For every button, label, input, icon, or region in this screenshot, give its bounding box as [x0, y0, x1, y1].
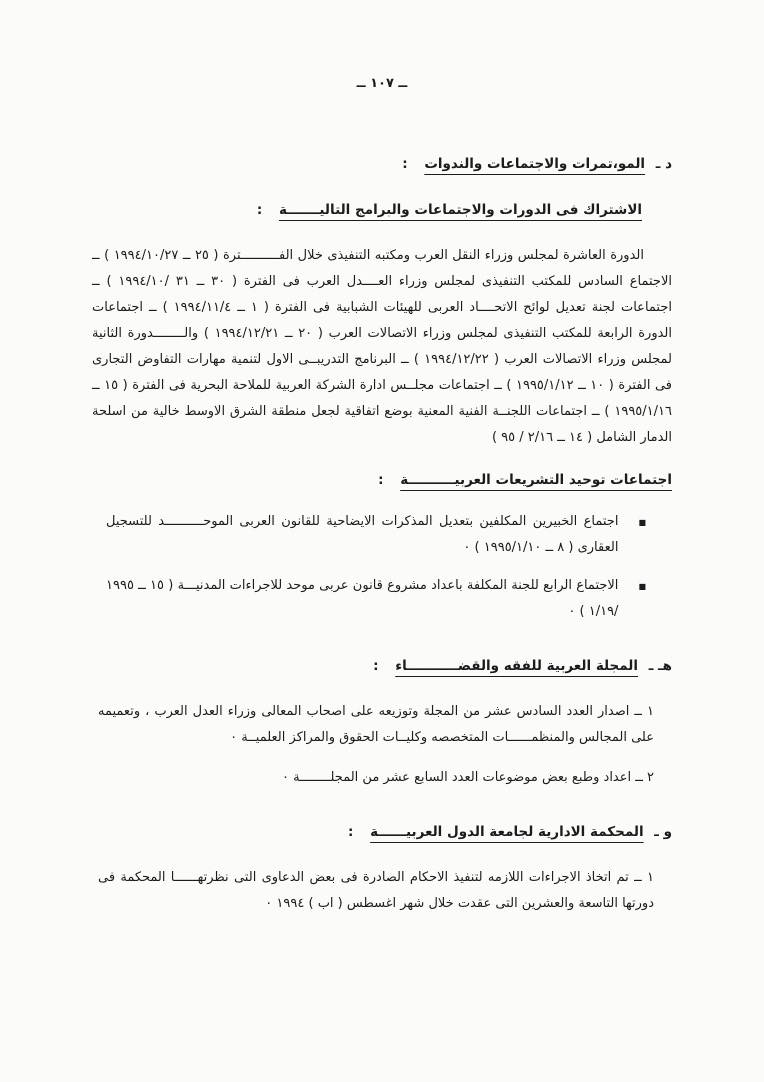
section-d-intro-colon: :	[256, 202, 263, 218]
numbered-item: ١ ــ تم اتخاذ الاجراءات اللازمه لتنفيذ الاحكام الصادرة فى بعض الدعاوى التى نظرتهــــــا المحكمة فى دورتها التاسعة والعشرين التى عقدت خلال شهر اغسطس ( اب ) ١٩٩٤ ٠	[98, 870, 654, 911]
bullet-icon: ■	[638, 582, 646, 591]
bullet-item	[92, 509, 672, 561]
section-d-subheading-colon: :	[378, 472, 384, 488]
section-w-heading	[92, 819, 672, 845]
section-d-intro-heading	[92, 197, 672, 223]
section-h-colon: :	[373, 658, 379, 674]
section-h-heading	[92, 653, 672, 679]
bullet-item-text: الاجتماع الرابع للجنة المكلفة باعداد مشروع قانون عربى موحد للاجراءات المدنيـــة ( ١٥ ــ ١٩٩٥ /١/١٩ ) ٠	[106, 578, 619, 619]
section-d-heading	[92, 151, 672, 177]
section-w-title: المحكمة الادارية لجامعة الدول العربيــــــة	[370, 824, 644, 840]
section-w-label: و ـ	[654, 824, 672, 840]
section-h-label: هـ ـ	[648, 658, 672, 674]
bullet-item	[92, 573, 672, 625]
numbered-item: ٢ ــ اعداد وطبع بعض موضوعات العدد السابع عشر من المجلــــــــة ٠	[281, 770, 654, 785]
bullet-item-text: اجتماع الخبيرين المكلفين بتعديل المذكرات الايضاحية للقانون العربى الموحــــــــــد للتسجيل العقارى ( ٨ ــ ١٩٩٥/١/١٠ ) ٠	[106, 514, 619, 555]
section-d-subheading-row	[92, 467, 672, 493]
section-w-colon: :	[348, 824, 354, 840]
section-d-label: د ـ	[655, 156, 672, 172]
section-d-title: المو،تمرات والاجتماعات والندوات	[424, 156, 646, 172]
bullet-icon: ■	[638, 518, 646, 527]
section-d-colon: :	[402, 156, 408, 172]
numbered-item: ١ ــ اصدار العدد السادس عشر من المجلة وتوزيعه على اصحاب المعالى وزراء العدل العرب ، وتعميمه على المجالس والمنظمــــــات المتخصصه وكليــات الحقوق والمراكز العلميــة ٠	[98, 704, 654, 745]
page-number: ــ ١٠٧ ــ	[356, 76, 408, 91]
section-d-subheading: اجتماعات توحيد التشريعات العربيــــــــــة	[400, 472, 672, 488]
section-d-paragraph: الدورة العاشرة لمجلس وزراء النقل العرب ومكتبه التنفيذى خلال الفــــــــــترة ( ٢٥ ــ ١٩٩٤/١٠/٢٧ ) ــ الاجتماع السادس للمكتب التنفيذى لمجلس وزراء العــــدل العرب فى الفترة ( ٣٠ ــ ٣١ /١٩٩٤/١٠ ) ــ اجتماعات لجنة تعديل لوائح الاتحــــاد العربى للهيئات الشبابية فى الفترة ( ١ ــ ١٩٩٤/١١/٤ ) ــ اجتماعات الدورة الرابعة للمكتب التنفيذى لمجلس وزراء الاتصالات العرب ( ٢٠ ــ ١٩٩٤/١٢/٢١ ) والــــــــدورة الثانية لمجلس وزراء الاتصالات العرب ( ١٩٩٤/١٢/٢٢ ) ــ البرنامج التدريبــى الاول لتنمية مهارات التفاوض التجارى فى الفترة ( ١٠ ــ ١٩٩٥/١/١٢ ) ــ اجتماعات مجلــس ادارة الشركة العربية للملاحة البحرية فى الفترة ( ١٥ ــ ١٩٩٥/١/١٦ ) ــ اجتماعات اللجنــة الفنية المعنية بوضع اتفاقية لجعل منطقة الشرق الاوسط خالية من اسلحة الدمار الشامل ( ١٤ ــ ٢/١٦ / ٩٥ )	[92, 248, 673, 445]
section-d-intro: الاشتراك فى الدورات والاجتماعات والبرامج التاليـــــــة	[278, 202, 642, 218]
section-h-title: المجلة العربية للفقه والقضـــــــــــاء	[395, 658, 638, 674]
